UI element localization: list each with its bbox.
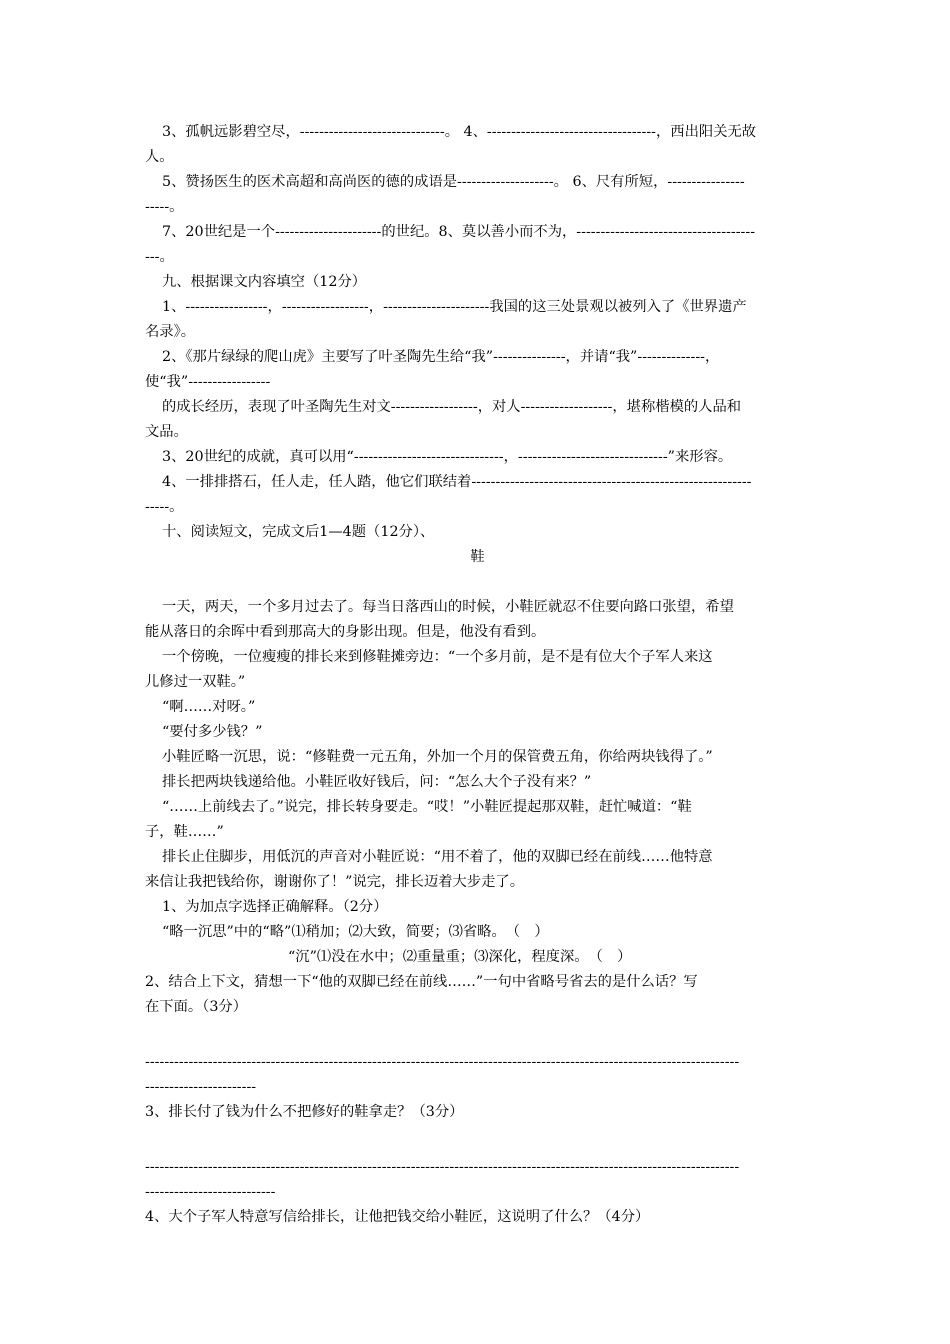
answer-blank-line: -----------------------	[145, 1079, 257, 1095]
passage-line: 能从落日的余晖中看到那高大的身影出现。但是，他没有看到。	[145, 624, 546, 640]
fill-blank-line: -----。	[145, 199, 184, 215]
question-line: “沉”⑴没在水中；⑵重量重；⑶深化，程度深。 （ ）	[288, 949, 632, 965]
section-heading: 十、阅读短文，完成文后1—4题（12分）、	[162, 524, 435, 540]
fill-blank-line: 7、20世纪是一个----------------------的世纪。8、莫以善小而不为，-------------------------------------	[162, 224, 756, 240]
answer-blank-line: ---------------------------	[145, 1184, 276, 1200]
passage-title: 鞋	[470, 549, 485, 565]
fill-blank-line: 1、-----------------，------------------，----------------------我国的这三处景观以被列入了《世界遗产	[162, 299, 747, 315]
spacer	[145, 1020, 810, 1050]
passage-line: “啊……对呀。”	[162, 699, 256, 715]
answer-blank-line: ---------------------------------------------------------------------------------------------------------------------------	[145, 1159, 740, 1175]
fill-blank-line: 3、20世纪的成就，真可以用“-------------------------------，-------------------------------”来形容。	[162, 449, 733, 465]
question-line: 2、结合上下文，猜想一下“他的双脚已经在前线……”一句中省略号省去的是什么话？写	[145, 974, 698, 990]
passage-line: 一天，两天，一个多月过去了。每当日落西山的时候，小鞋匠就忍不住要向路口张望，希望	[162, 599, 734, 615]
passage-line: 子，鞋……”	[145, 824, 224, 840]
passage-line: 一个傍晚，一位瘦瘦的排长来到修鞋摊旁边：“一个多月前，是不是有位大个子军人来这	[162, 649, 713, 665]
fill-blank-line: 名录》。	[145, 324, 196, 340]
fill-blank-line: 4、一排排搭石，任人走，任人踏，他它们联结着----------------------------------------------------------	[162, 474, 752, 490]
fill-blank-line: 5、赞扬医生的医术高超和高尚医的德的成语是--------------------。 6、尺有所短，----------------	[162, 174, 745, 190]
question-line: 在下面。（3分）	[145, 999, 248, 1015]
passage-line: 小鞋匠略一沉思，说：“修鞋费一元五角，外加一个月的保管费五角，你给两块钱得了。”	[162, 749, 713, 765]
spacer	[145, 570, 810, 595]
fill-blank-line: 的成长经历，表现了叶圣陶先生对文------------------，对人-------------------，堪称楷模的人品和	[162, 399, 742, 415]
passage-line: 排长止住脚步，用低沉的声音对小鞋匠说：“用不着了，他的双脚已经在前线……他特意	[162, 849, 713, 865]
passage-line: 儿修过一双鞋。”	[145, 674, 246, 690]
fill-blank-line: 3、孤帆远影碧空尽，------------------------------。 4、-----------------------------------，西出阳关无故	[162, 124, 757, 140]
passage-line: “要付多少钱？”	[162, 724, 263, 740]
question-line: 1、为加点字选择正确解释。（2分）	[162, 899, 388, 915]
section-heading: 九、根据课文内容填空（12分）	[162, 274, 367, 290]
document-page	[145, 120, 810, 1230]
question-line: 4、大个子军人特意写信给排长，让他把钱交给小鞋匠，这说明了什么？（4分）	[145, 1209, 650, 1225]
passage-line: 来信让我把钱给你，谢谢你了！”说完，排长迈着大步走了。	[145, 874, 525, 890]
answer-blank-line: ---------------------------------------------------------------------------------------------------------------------------	[145, 1054, 740, 1070]
spacer	[145, 1125, 810, 1155]
fill-blank-line: 文品。	[145, 424, 188, 440]
question-line: “略一沉思”中的“略”⑴稍加；⑵大致，简要；⑶省略。 （ ）	[162, 924, 549, 940]
passage-line: “……上前线去了。”说完，排长转身要走。“哎！”小鞋匠提起那双鞋，赶忙喊道：“鞋	[162, 799, 692, 815]
fill-blank-line: 使“我”-----------------	[145, 374, 271, 390]
fill-blank-line: 2、《那片绿绿的爬山虎》主要写了叶圣陶先生给“我”---------------，并请“我”--------------，	[162, 349, 720, 365]
fill-blank-line: -----。	[145, 499, 184, 515]
question-line: 3、排长付了钱为什么不把修好的鞋拿走？（3分）	[145, 1104, 464, 1120]
fill-blank-line: 人。	[145, 149, 174, 165]
fill-blank-line: ---。	[145, 249, 174, 265]
passage-line: 排长把两块钱递给他。小鞋匠收好钱后，问：“怎么大个子没有来？”	[162, 774, 592, 790]
